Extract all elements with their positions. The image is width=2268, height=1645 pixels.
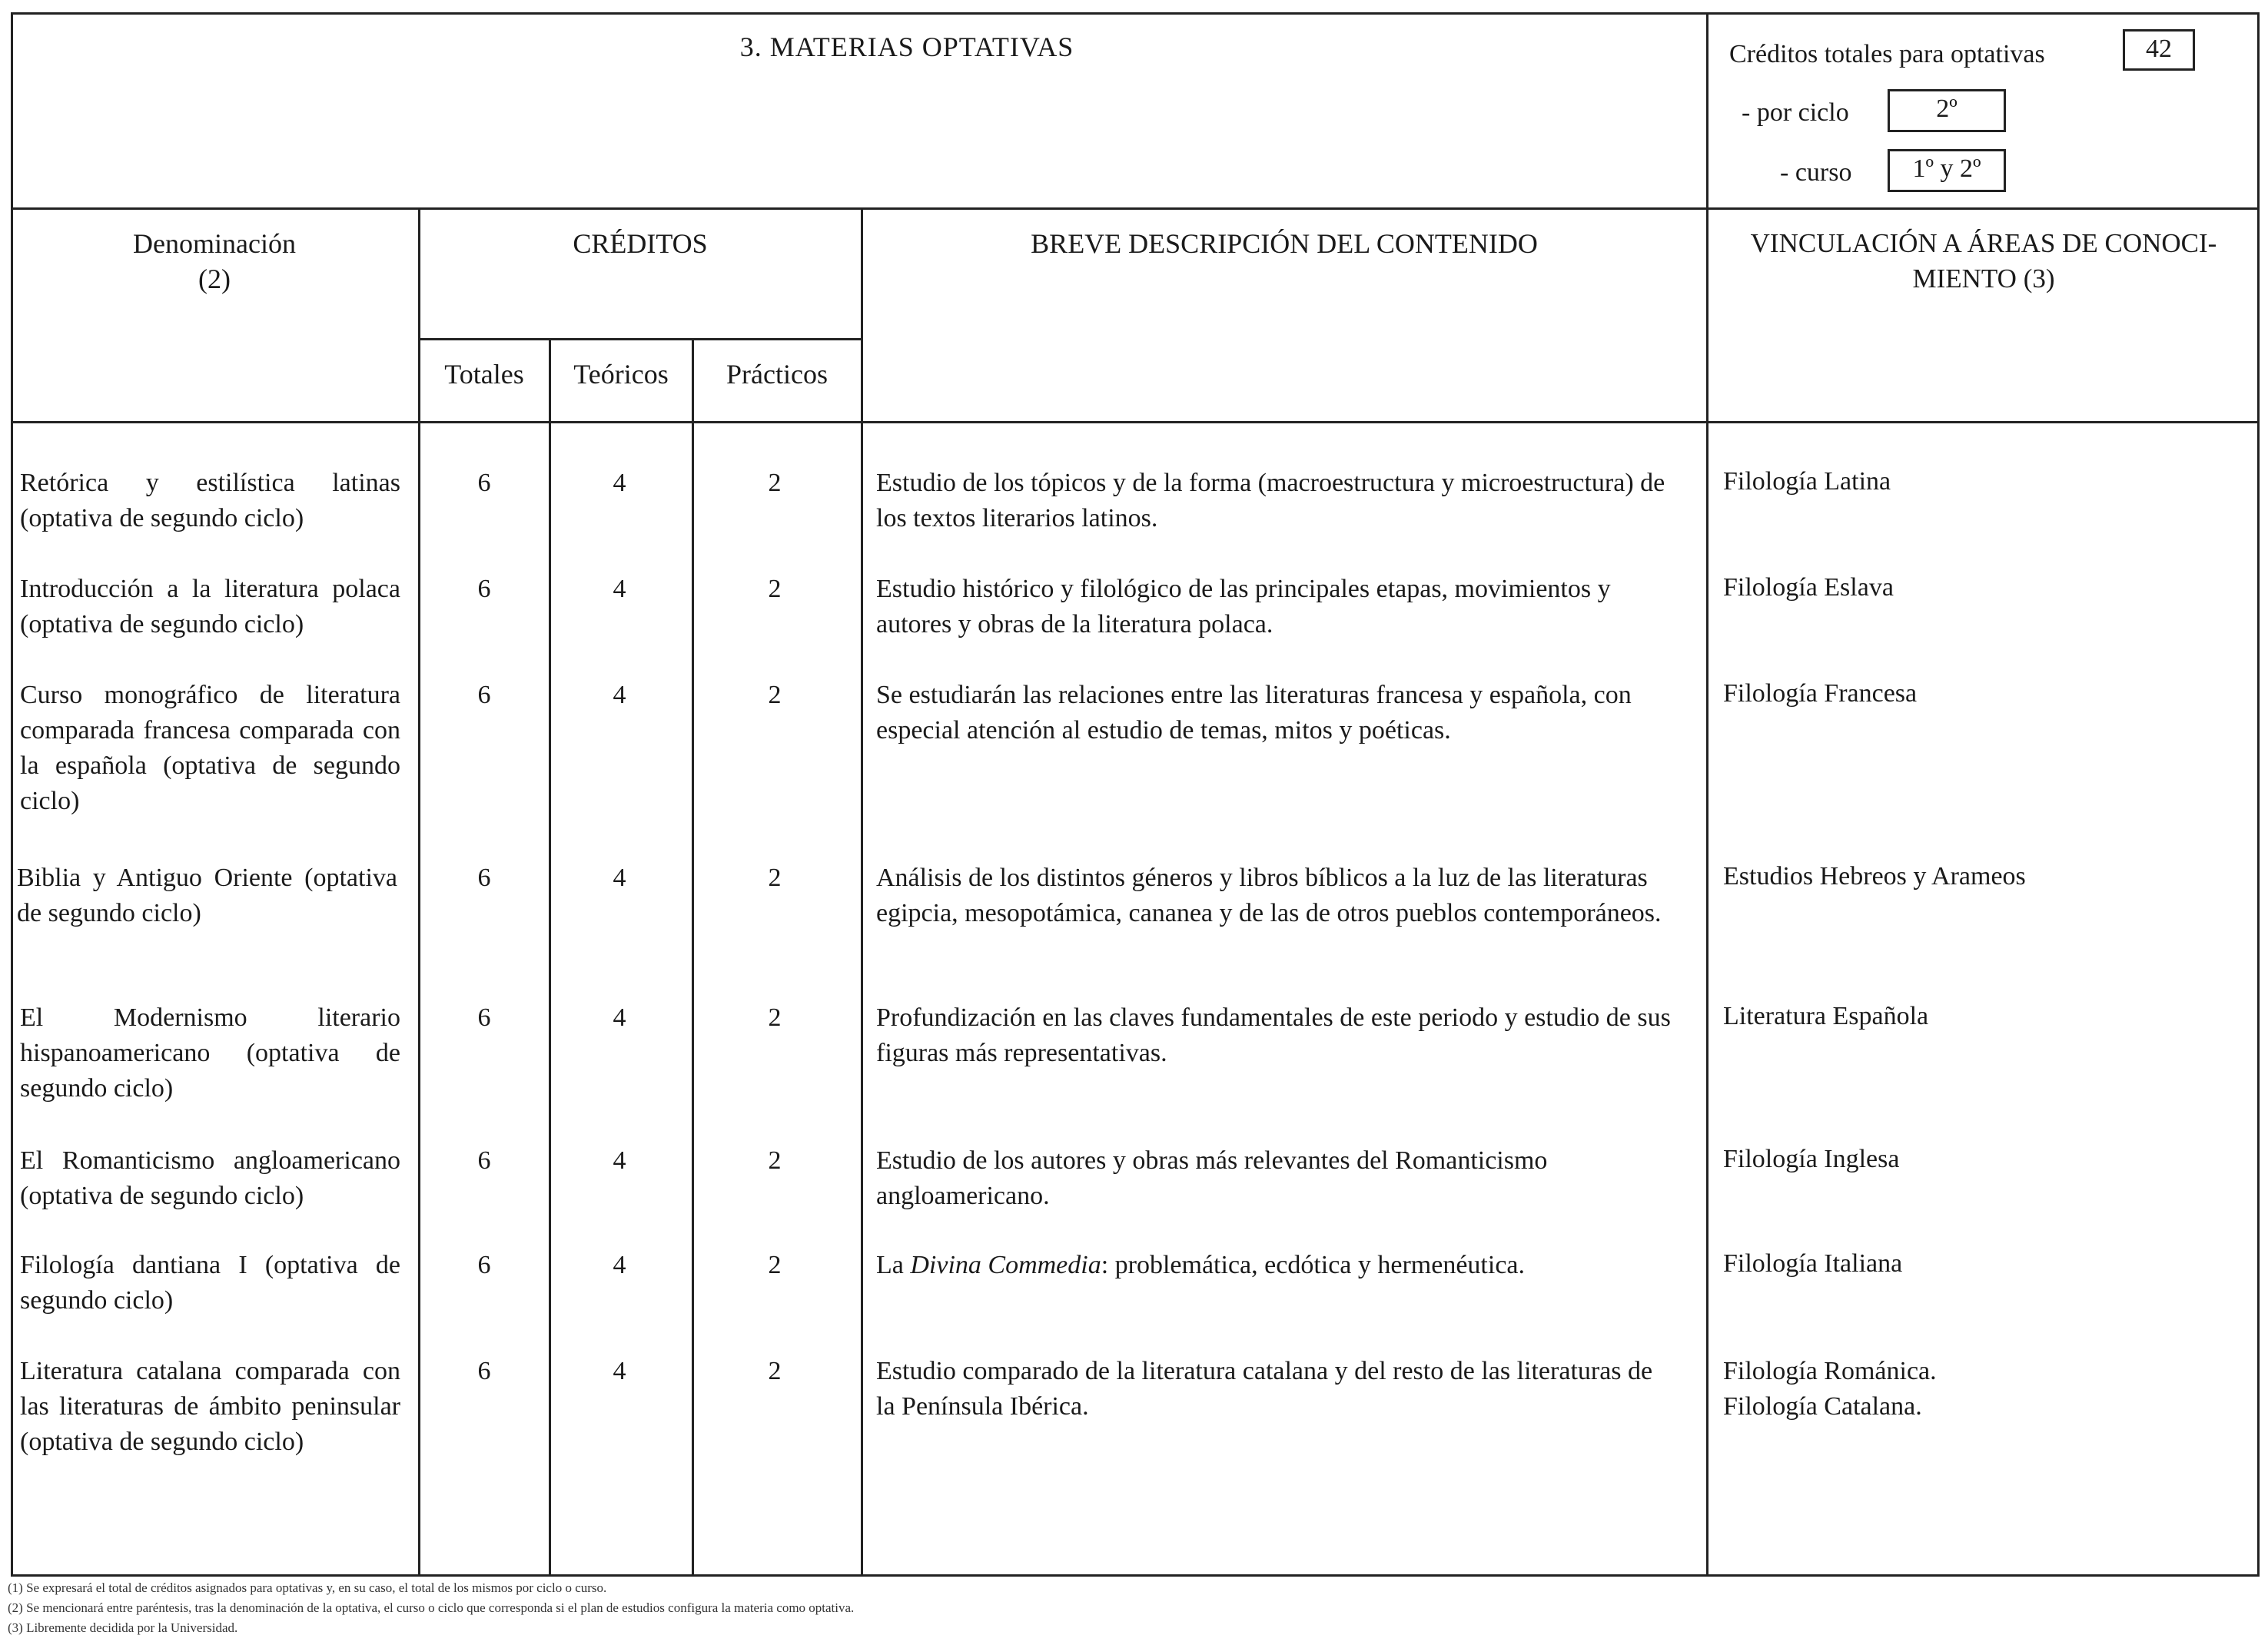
footnote-3: (3) Libremente decidida por la Universidad. <box>8 1620 238 1635</box>
footnote-1: (1) Se expresará el total de créditos asignados para optativas y, en su caso, el total de los mismos por ciclo o curso. <box>8 1580 607 1595</box>
row-4-teoricos: 4 <box>613 864 626 892</box>
col-header-totales: Totales <box>444 359 524 390</box>
row-7-descripcion-post: : problemática, ecdótica y hermenéutica. <box>1101 1251 1526 1279</box>
row-5-descripcion: Profundización en las claves fundamentales de este periodo y estudio de sus figuras más representativas. <box>876 1003 1671 1067</box>
row-8-denominacion: Literatura catalana comparada con las literaturas de ámbito peninsular (optativa de segundo ciclo) <box>20 1357 400 1456</box>
row-7-denominacion: Filología dantiana I (optativa de segundo ciclo) <box>20 1251 400 1315</box>
row-2-area: Filología Eslava <box>1723 573 1894 602</box>
row-3-teoricos: 4 <box>613 681 626 709</box>
row-8-totales: 6 <box>477 1357 491 1385</box>
col-divider-denominacion <box>418 207 420 1577</box>
row-3-area: Filología Francesa <box>1723 679 1918 708</box>
row-8-practicos: 2 <box>768 1357 782 1385</box>
row-1-teoricos: 4 <box>613 469 626 497</box>
row-1-denominacion: Retórica y estilística latinas (optativa de segundo ciclo) <box>20 469 400 532</box>
row-7-practicos: 2 <box>768 1251 782 1279</box>
credits-total-value: 42 <box>2123 29 2195 71</box>
row-6-totales: 6 <box>477 1146 491 1175</box>
row-1-totales: 6 <box>477 469 491 497</box>
row-4-totales: 6 <box>477 864 491 892</box>
row-8-area: Filología Románica. <box>1723 1357 1937 1385</box>
row-8-descripcion: Estudio comparado de la literatura catalana y del resto de las literaturas de la Península Ibérica. <box>876 1357 1653 1421</box>
row-7-descripcion-title: Divina Commedia <box>910 1251 1101 1279</box>
row-5-teoricos: 4 <box>613 1003 626 1032</box>
col-divider-creditos <box>861 207 863 1577</box>
row-7-totales: 6 <box>477 1251 491 1279</box>
row-7-descripcion <box>876 1248 1675 1283</box>
row-2-practicos: 2 <box>768 575 782 603</box>
col-header-denominacion-note: (2) <box>198 264 231 294</box>
row-4-descripcion: Análisis de los distintos géneros y libros bíblicos a la luz de las literaturas egipcia, mesopotámica, cananea y de las de otros pueblos contemporáneos. <box>876 864 1662 927</box>
col-header-vinculacion: VINCULACIÓN A ÁREAS DE CONOCI- <box>1750 228 2217 258</box>
row-6-teoricos: 4 <box>613 1146 626 1175</box>
col-header-vinculacion-cont: MIENTO (3) <box>1912 264 2055 294</box>
footnote-2: (2) Se mencionará entre paréntesis, tras la denominación de la optativa, el curso o ciclo que corresponda si el plan de estudios configura la materia como optativa. <box>8 1600 855 1615</box>
curso-value: 1º y 2º <box>1888 149 2006 192</box>
row-4-practicos: 2 <box>768 864 782 892</box>
row-6-practicos: 2 <box>768 1146 782 1175</box>
row-5-denominacion: El Modernismo literario hispanoamericano (optativa de segundo ciclo) <box>20 1003 400 1103</box>
row-1-practicos: 2 <box>768 469 782 497</box>
col-header-practicos: Prácticos <box>726 359 828 390</box>
row-3-practicos: 2 <box>768 681 782 709</box>
row-5-totales: 6 <box>477 1003 491 1032</box>
row-4-area: Estudios Hebreos y Arameos <box>1723 862 2026 890</box>
row-1-descripcion: Estudio de los tópicos y de la forma (macroestructura y microestructura) de los textos literarios latinos. <box>876 469 1665 532</box>
row-7-teoricos: 4 <box>613 1251 626 1279</box>
row-6-descripcion: Estudio de los autores y obras más relevantes del Romanticismo angloamericano. <box>876 1146 1548 1210</box>
credits-total-label: Créditos totales para optativas <box>1729 40 2045 68</box>
ciclo-value: 2º <box>1888 89 2006 132</box>
row-7-descripcion-pre: La <box>876 1251 911 1279</box>
header-divider <box>11 207 2260 210</box>
row-8-teoricos: 4 <box>613 1357 626 1385</box>
col-header-denominacion: Denominación <box>133 228 296 259</box>
row-3-denominacion: Curso monográfico de literatura comparada francesa comparada con la española (optativa de segundo ciclo) <box>20 681 400 815</box>
row-2-teoricos: 4 <box>613 575 626 603</box>
row-2-totales: 6 <box>477 575 491 603</box>
curso-label: - curso <box>1780 158 1852 187</box>
row-8-area-2: Filología Catalana. <box>1723 1392 1922 1421</box>
creditos-subdivider <box>420 338 862 340</box>
row-1-area: Filología Latina <box>1723 467 1891 496</box>
row-4-denominacion: Biblia y Antiguo Oriente (optativa de segundo ciclo) <box>17 864 397 927</box>
col-header-creditos: CRÉDITOS <box>573 228 708 259</box>
row-2-denominacion: Introducción a la literatura polaca (optativa de segundo ciclo) <box>20 575 400 638</box>
row-5-area: Literatura Española <box>1723 1002 1929 1030</box>
ciclo-label: - por ciclo <box>1742 98 1849 127</box>
col-divider-teoricos <box>692 338 694 1577</box>
row-6-denominacion: El Romanticismo angloamericano (optativa de segundo ciclo) <box>20 1146 400 1210</box>
section-title: 3. MATERIAS OPTATIVAS <box>739 32 1074 62</box>
col-header-descripcion: BREVE DESCRIPCIÓN DEL CONTENIDO <box>1031 228 1538 259</box>
row-5-practicos: 2 <box>768 1003 782 1032</box>
column-header-divider <box>11 421 2260 423</box>
row-2-descripcion: Estudio histórico y filológico de las principales etapas, movimientos y autores y obras de la literatura polaca. <box>876 575 1611 638</box>
row-7-area: Filología Italiana <box>1723 1249 1903 1278</box>
row-3-descripcion: Se estudiarán las relaciones entre las literaturas francesa y española, con especial atención al estudio de temas, mitos y poéticas. <box>876 681 1632 745</box>
col-divider-totales <box>549 338 551 1577</box>
row-3-totales: 6 <box>477 681 491 709</box>
row-6-area: Filología Inglesa <box>1723 1145 1900 1173</box>
col-header-teoricos: Teóricos <box>573 359 669 390</box>
